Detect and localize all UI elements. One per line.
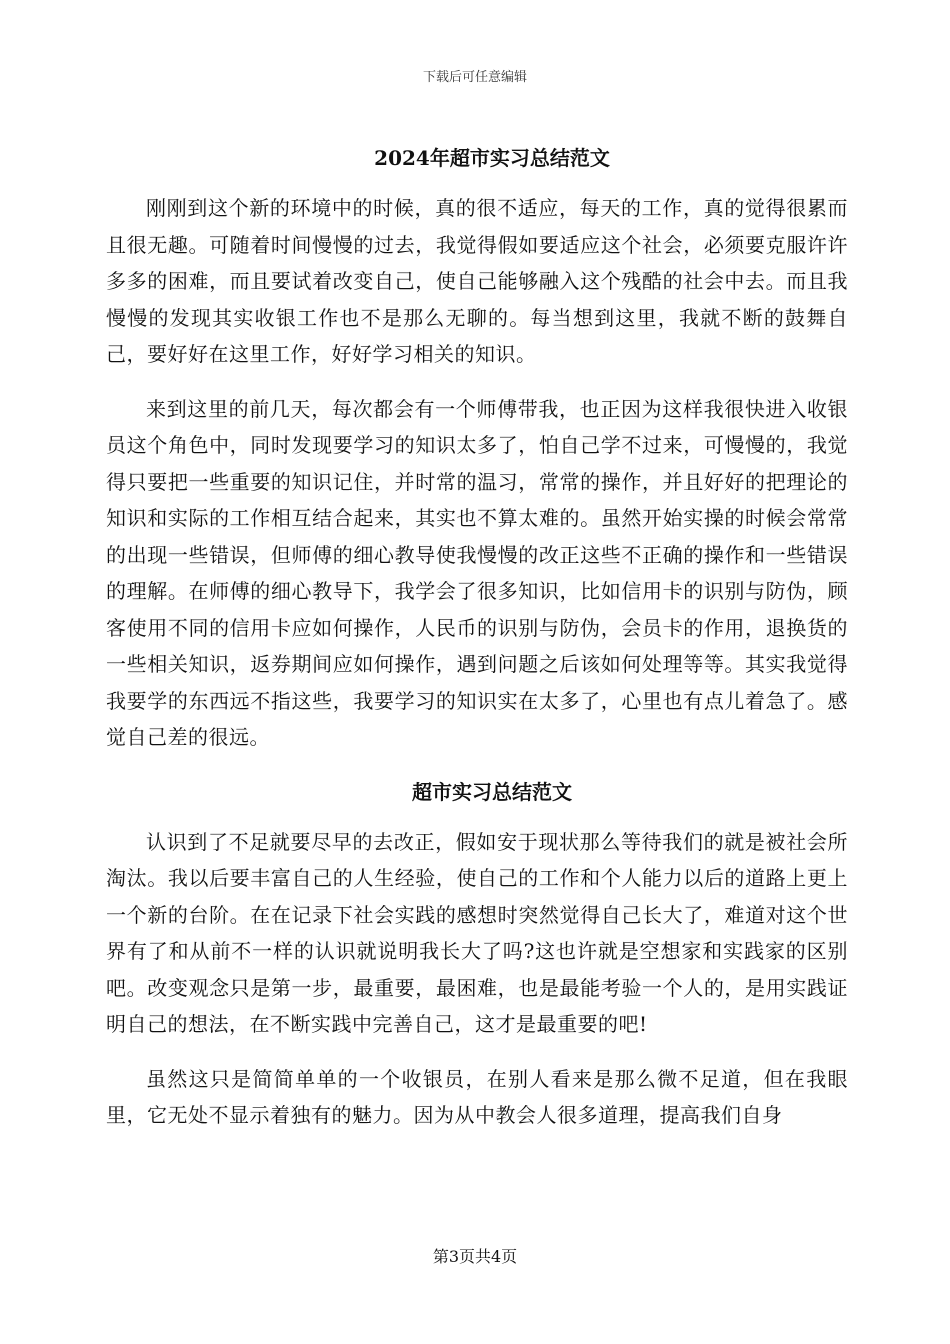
page-number: 第3页共4页 xyxy=(432,1247,518,1266)
paragraph: 认识到了不足就要尽早的去改正，假如安于现状那么等待我们的就是被社会所淘汰。我以后要丰富自己的人生经验，使自己的工作和个人能力以后的道路上更上一个新的台阶。在在记录下社会实践的感想时突然觉得自己长大了，难道对这个世界有了和从前不一样的认识就说明我长大了吗?这也许就是空想家和实践家的区别吧。改变观念只是第一步，最重要，最困难，也是最能考验一个人的，是用实践证明自己的想法，在不断实践中完善自己，这才是最重要的吧! xyxy=(106,829,848,1036)
document-title: 2024年超市实习总结范文 xyxy=(374,146,610,170)
paragraph: 虽然这只是简简单单的一个收银员，在别人看来是那么微不足道，但在我眼里，它无处不显示着独有的魅力。因为从中教会人很多道理，提高我们自身 xyxy=(106,1066,848,1127)
paragraph: 刚刚到这个新的环境中的时候，真的很不适应，每天的工作，真的觉得很累而且很无趣。可随着时间慢慢的过去，我觉得假如要适应这个社会，必须要克服许许多多的困难，而且要试着改变自己，使自己能够融入这个残酷的社会中去。而且我慢慢的发现其实收银工作也不是那么无聊的。每当想到这里，我就不断的鼓舞自己，要好好在这里工作，好好学习相关的知识。 xyxy=(106,196,848,366)
page-header-note: 下载后可任意编辑 xyxy=(422,70,527,85)
section-subtitle: 超市实习总结范文 xyxy=(412,779,572,804)
paragraph: 来到这里的前几天，每次都会有一个师傅带我，也正因为这样我很快进入收银员这个角色中，同时发现要学习的知识太多了，怕自己学不过来，可慢慢的，我觉得只要把一些重要的知识记住，并时常的温习，常常的操作，并且好好的把理论的知识和实际的工作相互结合起来，其实也不算太难的。虽然开始实操的时候会常常的出现一些错误，但师傅的细心教导使我慢慢的改正这些不正确的操作和一些错误的理解。在师傅的细心教导下，我学会了很多知识，比如信用卡的识别与防伪，顾客使用不同的信用卡应如何操作，人民币的识别与防伪，会员卡的作用，退换货的一些相关知识，返券期间应如何操作，遇到问题之后该如何处理等等。其实我觉得我要学的东西远不指这些，我要学习的知识实在太多了，心里也有点儿着急了。感觉自己差的很远。 xyxy=(106,396,848,749)
document-body xyxy=(106,140,848,1134)
